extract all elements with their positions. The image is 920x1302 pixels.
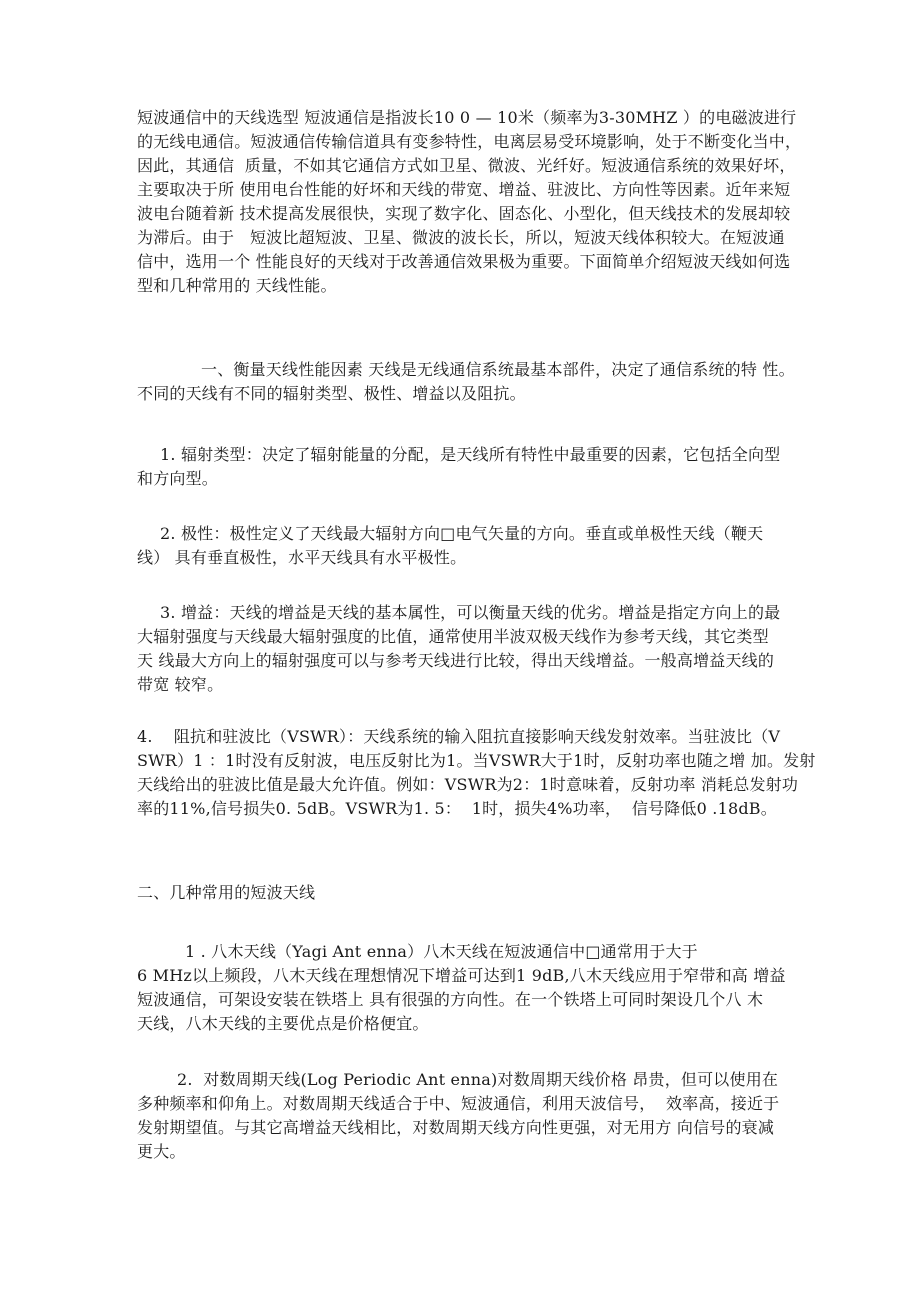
text-line: 波电台随着新 技术提高发展很快，实现了数字化、固态化、小型化，但天线技术的发展却较 — [137, 204, 791, 223]
text-line: 短波通信中的天线选型 短波通信是指波长10 0 — 10米（频率为3-30MHZ ）的电磁波进行 — [137, 108, 797, 127]
text-line: 线） 具有垂直极性，水平天线具有水平极性。 — [137, 548, 467, 567]
text-line: 3. 增益：天线的增益是天线的基本属性，可以衡量天线的优劣。增益是指定方向上的最 — [160, 603, 781, 622]
text-line: 不同的天线有不同的辐射类型、极性、增益以及阻抗。 — [137, 384, 526, 403]
text-line: 和方向型。 — [137, 469, 219, 488]
text-line: 一、衡量天线性能因素 天线是无线通信系统最基本部件，决定了通信系统的特 性。 — [201, 360, 795, 379]
text-line: 为滞后。由于 短波比超短波、卫星、微波的波长长，所以，短波天线体积较大。在短波通 — [137, 228, 785, 247]
text-line: 2. 对数周期天线(Log Periodic Ant enna)对数周期天线价格 昂贵，但可以使用在 — [177, 1070, 779, 1089]
text-line: 二、几种常用的短波天线 — [137, 883, 316, 902]
text-line: 天 线最大方向上的辐射强度可以与参考天线进行比较，得出天线增益。一般高增益天线的 — [137, 651, 775, 670]
text-line: 发射期望值。与其它高增益天线相比，对数周期天线方向性更强，对无用方 向信号的衰减 — [137, 1118, 775, 1137]
text-line: SWR）1 ：1时没有反射波，电压反射比为1。当VSWR大于1时，反射功率也随之增 加。发射 — [137, 751, 816, 770]
text-line: 2. 极性：极性定义了天线最大辐射方向□电气矢量的方向。垂直或单极性天线（鞭天 — [160, 524, 764, 543]
text-line: 主要取决于所 使用电台性能的好坏和天线的带宽、增益、驻波比、方向性等因素。近年来短 — [137, 180, 791, 199]
text-line: 因此，其通信 质量，不如其它通信方式如卫星、微波、光纤好。短波通信系统的效果好坏， — [137, 156, 796, 175]
text-line: 带宽 较窄。 — [137, 675, 224, 694]
text-line: 6 MHz以上频段，八木天线在理想情况下增益可达到1 9dB,八木天线应用于窄带和高 增益 — [137, 966, 786, 985]
text-line: 多种频率和仰角上。对数周期天线适合于中、短波通信，利用天波信号， 效率高，接近于 — [137, 1094, 780, 1113]
text-line: 型和几种常用的 天线性能。 — [137, 276, 337, 295]
text-line: 1. 辐射类型：决定了辐射能量的分配，是天线所有特性中最重要的因素，它包括全向型 — [160, 445, 781, 464]
text-line: 4. 阻抗和驻波比（VSWR）：天线系统的输入阻抗直接影响天线发射效率。当驻波比（V — [137, 727, 781, 746]
text-line: 1 . 八木天线（Yagi Ant enna）八木天线在短波通信中□通常用于大于 — [185, 942, 698, 961]
text-line: 天线，八木天线的主要优点是价格便宜。 — [137, 1014, 429, 1033]
text-line: 短波通信，可架设安装在铁塔上 具有很强的方向性。在一个铁塔上可同时架设几个八 木 — [137, 990, 764, 1009]
text-line: 率的11%,信号损失0. 5dB。VSWR为1. 5： 1时，损失4%功率， 信号降低0 .18dB。 — [137, 799, 777, 818]
text-line: 大辐射强度与天线最大辐射强度的比值，通常使用半波双极天线作为参考天线，其它类型 — [137, 627, 769, 646]
text-line: 信中，选用一个 性能良好的天线对于改善通信效果极为重要。下面简单介绍短波天线如何选 — [137, 252, 791, 271]
text-line: 天线给出的驻波比值是最大允许值。例如：VSWR为2：1时意味着，反射功率 消耗总发射功 — [137, 775, 799, 794]
text-line: 更大。 — [137, 1142, 186, 1161]
text-line: 的无线电通信。短波通信传输信道具有变参特性，电离层易受环境影响，处于不断变化当中， — [137, 132, 802, 151]
